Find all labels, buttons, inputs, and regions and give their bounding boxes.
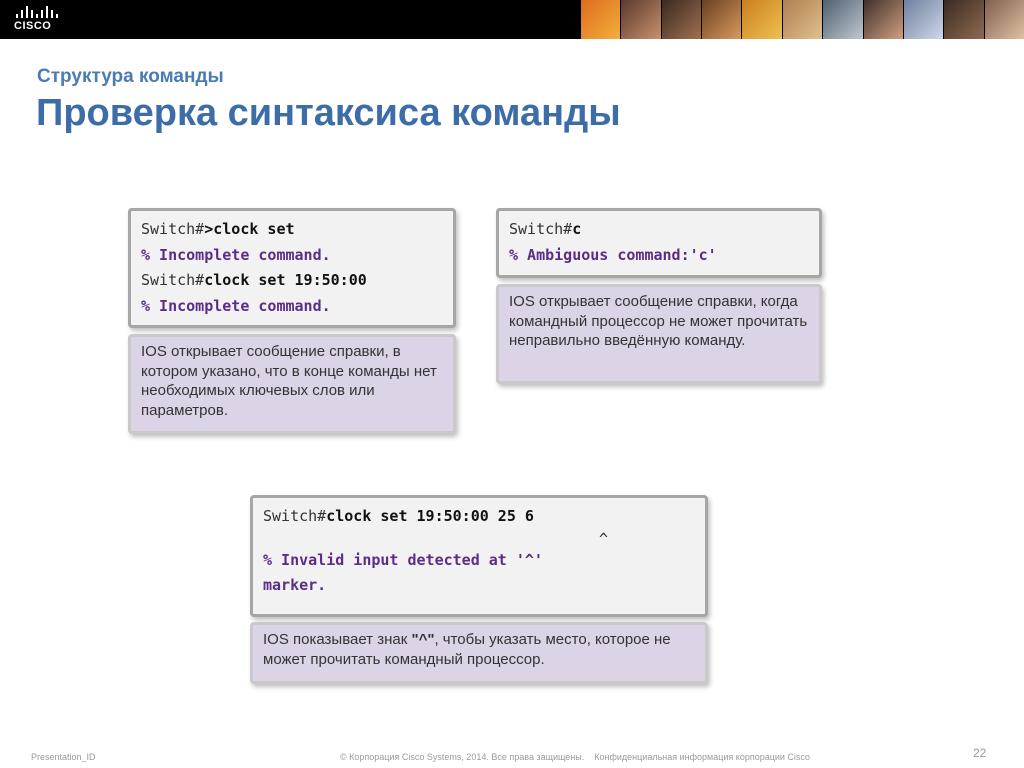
cli-error-line: % Ambiguous command:'c' <box>509 245 717 264</box>
slide-title: Проверка синтаксиса команды <box>36 92 621 134</box>
photo-tile <box>580 0 620 39</box>
presentation-id: Presentation_ID <box>31 752 96 762</box>
photo-tile <box>661 0 701 39</box>
photo-tile <box>741 0 781 39</box>
cisco-bars-icon <box>16 6 60 18</box>
photo-tile <box>782 0 822 39</box>
cli-box-invalid <box>250 495 708 617</box>
cisco-logo-text: CISCO <box>14 20 52 32</box>
photo-tile <box>620 0 660 39</box>
photo-tile <box>943 0 983 39</box>
photo-tile <box>701 0 741 39</box>
cli-box-incomplete <box>128 208 456 328</box>
cisco-logo <box>14 6 62 34</box>
cli-error-line: % Incomplete command. <box>141 245 331 264</box>
cli-line: Switch#c <box>509 220 582 238</box>
cli-error-line: marker. <box>263 576 327 594</box>
header-photo-strip <box>580 0 1024 39</box>
photo-tile <box>822 0 862 39</box>
cli-line: Switch#clock set 19:50:00 25 6 <box>263 507 534 525</box>
photo-tile <box>903 0 943 39</box>
note-invalid: IOS показывает знак "^", чтобы указать место, которое не может прочитать командный процессор. <box>250 622 708 684</box>
cli-error-line: % Invalid input detected at '^' <box>263 550 543 569</box>
photo-tile <box>863 0 903 39</box>
cli-line: Switch#>clock set <box>141 220 295 238</box>
photo-tile <box>984 0 1024 39</box>
cli-box-ambiguous <box>496 208 822 278</box>
note-incomplete: IOS открывает сообщение справки, в котором указано, что в конце команды нет необходимых ключевых слов или параметров. <box>128 334 456 434</box>
copyright-notice: © Корпорация Cisco Systems, 2014. Все права защищены. Конфиденциальная информация корпорации Cisco <box>340 752 810 762</box>
note-ambiguous: IOS открывает сообщение справки, когда командный процессор не может прочитать неправильно введённую команду. <box>496 284 822 384</box>
header-bar <box>0 0 1024 39</box>
cli-error-line: % Incomplete command. <box>141 296 331 315</box>
caret-symbol-text: "^" <box>411 631 435 648</box>
caret-marker: ^ <box>599 529 609 548</box>
slide-subtitle: Структура команды <box>37 66 224 87</box>
cli-line: Switch#clock set 19:50:00 <box>141 271 367 289</box>
page-number: 22 <box>973 746 987 760</box>
